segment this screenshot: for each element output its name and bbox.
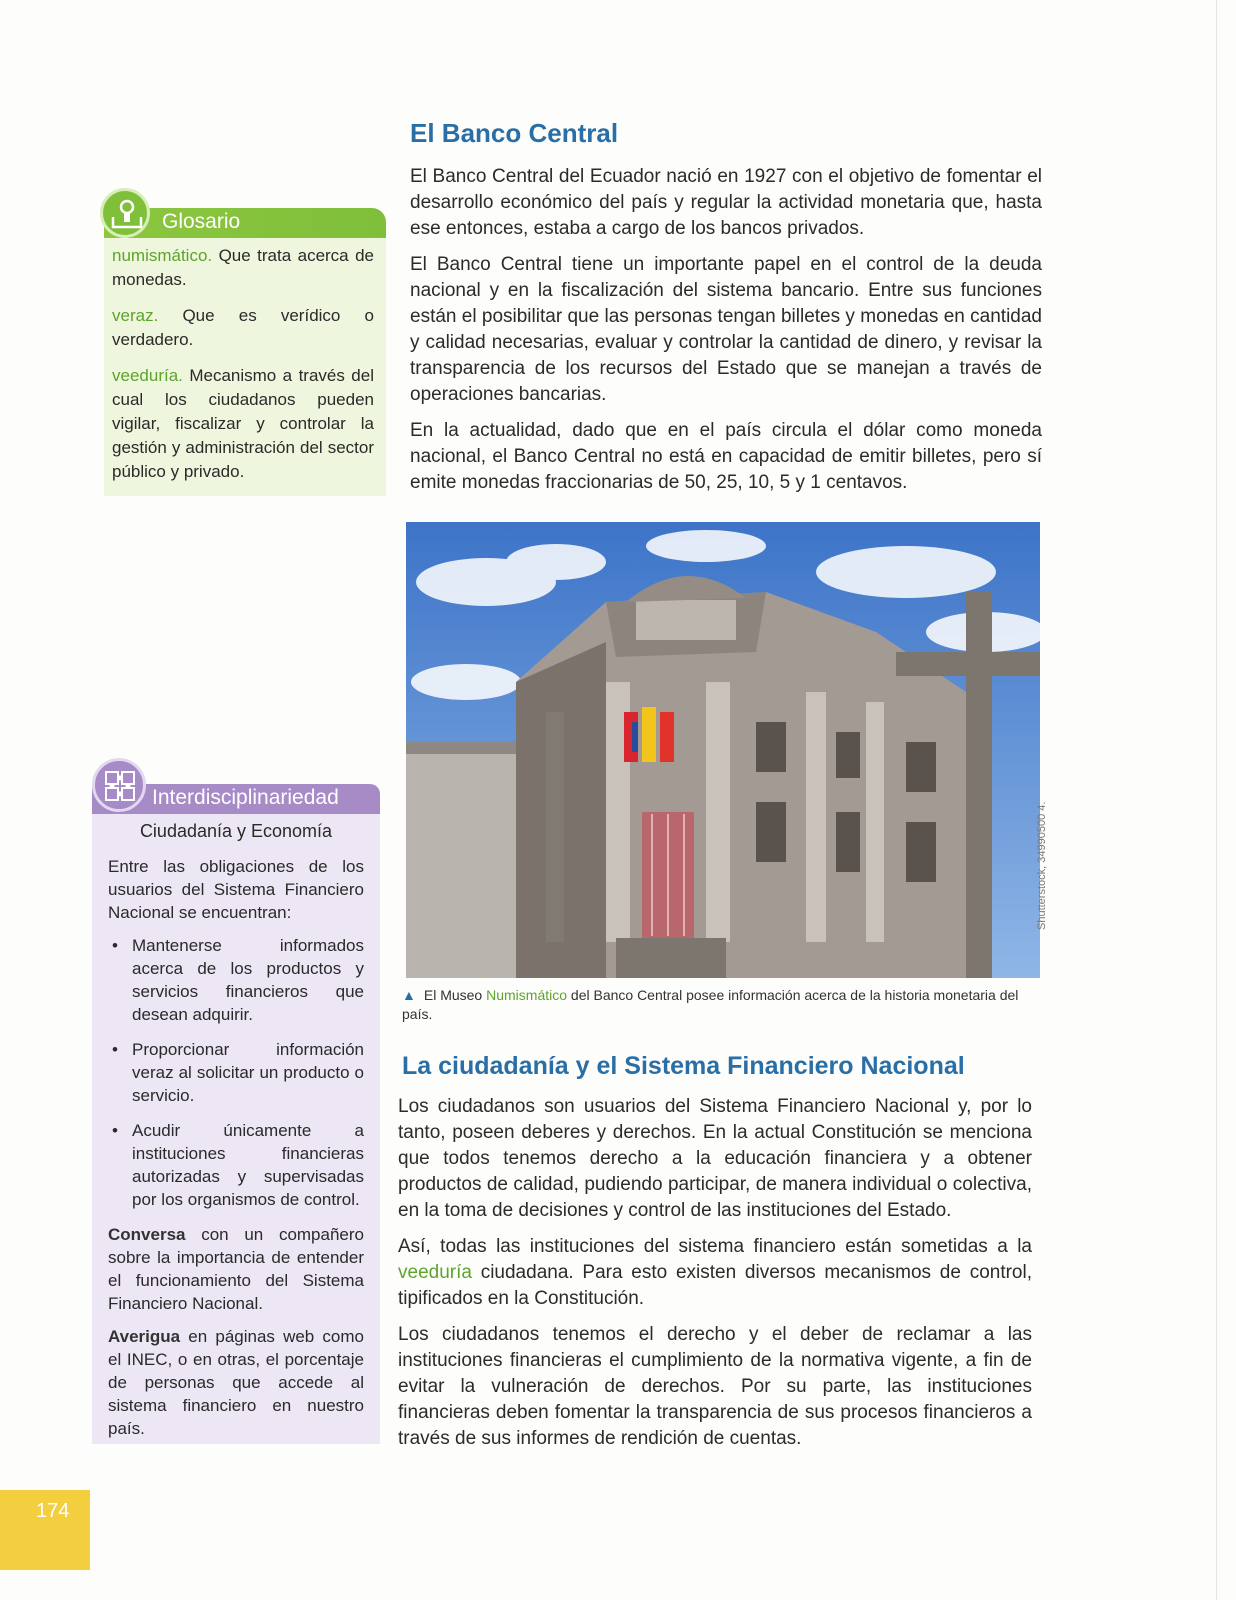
paragraph-text: Así, todas las instituciones del sistema financiero están sometidas a la: [398, 1236, 1032, 1257]
interdisciplinary-title: Interdisciplinariedad: [152, 786, 339, 809]
obligations-list: [108, 934, 364, 1211]
paragraph: El Banco Central tiene un importante papel en el control de la deuda nacional y en la fiscalización del sistema bancario. Entre sus funciones están el posibilitar que las personas tengan billetes y monedas en cantidad y calidad necesarias, evaluar y controlar la cantidad de dinero, y revisar la transparencia de los recursos del Estado que se manejan a través de operaciones bancarias.: [410, 254, 1042, 405]
triangle-icon: ▲: [402, 987, 416, 1003]
page-edge: [1216, 0, 1217, 1600]
glossary-definition: Que trata acerca de monedas.: [112, 246, 374, 289]
list-item: [108, 1119, 364, 1211]
caption-text: El Museo: [423, 987, 487, 1003]
caption-highlight: Numismático: [486, 987, 568, 1003]
research-activity: [108, 1325, 364, 1440]
bullet-icon: •: [112, 936, 118, 955]
paragraph: Los ciudadanos tenemos el derecho y el deber de reclamar a las instituciones financieras el cumplimiento de la normativa vigente, a fin de evitar la vulneración de derechos. Por su parte, las instituciones financieras deben fomentar la transparencia de sus procesos financieros a través de sus informes de rendición de cuentas.: [398, 1324, 1032, 1449]
photo-credit: Shutterstock, 34990500 4.: [1036, 801, 1048, 930]
bank-building-photo: [406, 522, 1040, 978]
caption-text: del Banco Central posee información acerca de la historia monetaria del país.: [402, 987, 1019, 1022]
section-heading-banco-central: El Banco Central: [410, 118, 619, 148]
glossary-term: veeduría.: [112, 366, 183, 385]
glossary-title: Glosario: [162, 210, 241, 233]
page-number-tab: [0, 1490, 90, 1570]
interdisciplinary-box: [92, 758, 380, 1444]
paragraph: En la actualidad, dado que en el país circula el dólar como moneda nacional, el Banco Central no está en capacidad de emitir billetes, pero sí emite monedas fraccionarias de 50, 25, 10, 5 y 1 centavos.: [410, 420, 1042, 493]
list-item: [108, 1038, 364, 1107]
converse-label: Conversa: [108, 1225, 186, 1244]
section-heading-ciudadania: La ciudadanía y el Sistema Financiero Nacional: [402, 1052, 965, 1080]
glossary-box: [104, 188, 386, 496]
glossary-entry: [112, 244, 374, 292]
research-label: Averigua: [108, 1327, 181, 1346]
bullet-icon: •: [112, 1040, 118, 1059]
paragraph-text: ciudadana. Para esto existen diversos mecanismos de control, tipificados en la Constitución.: [398, 1262, 1032, 1309]
list-item-text: Mantenerse informados acerca de los productos y servicios financieros que desean adquirir.: [132, 936, 364, 1024]
converse-text: con un compañero sobre la importancia de entender el funcionamiento del Sistema Financiero Nacional.: [108, 1225, 364, 1313]
list-item-text: Proporcionar información veraz al solicitar un producto o servicio.: [132, 1040, 364, 1105]
list-item-text: Acudir únicamente a instituciones financieras autorizadas y supervisadas por los organismos de control.: [132, 1121, 364, 1209]
research-text: en páginas web como el INEC, o en otras, el porcentaje de personas que accede al sistema financiero en nuestro país.: [108, 1327, 364, 1438]
glossary-term: veraz.: [112, 306, 159, 325]
list-item: [108, 934, 364, 1026]
puzzle-icon: [92, 758, 146, 812]
paragraph: El Banco Central del Ecuador nació en 1927 con el objetivo de fomentar el desarrollo económico del país y regular la actividad monetaria que, hasta ese entonces, estaba a cargo de los bancos privados.: [410, 166, 1042, 239]
photo-caption: [402, 986, 1032, 1024]
glossary-link-veeduria: veeduría: [398, 1262, 472, 1283]
bullet-icon: •: [112, 1121, 118, 1140]
section-body-ciudadania: [398, 1094, 1032, 1462]
interdisciplinary-intro: Entre las obligaciones de los usuarios del Sistema Financiero Nacional se encuentran:: [108, 857, 364, 922]
interdisciplinary-subtitle: Ciudadanía y Economía: [139, 821, 333, 841]
glossary-entry: [112, 304, 374, 352]
interdisciplinary-body: [92, 814, 380, 1444]
page-number: 174: [36, 1500, 70, 1522]
glossary-definition: Mecanismo a través del cual los ciudadanos pueden vigilar, fiscalizar y controlar la gestión y administración del sector público y privado.: [112, 366, 374, 481]
glossary-definition: Que es verídico o verdadero.: [112, 306, 374, 349]
glossary-body: [104, 238, 386, 496]
section-body-banco-central: [410, 164, 1042, 506]
paragraph: Los ciudadanos son usuarios del Sistema Financiero Nacional y, por lo tanto, poseen deberes y derechos. En la actual Constitución se menciona que todos tenemos derecho a la educación financiera y a obtener productos de calidad, pudiendo participar, de manera individual o colectiva, en la toma de decisiones y control de las instituciones del Estado.: [398, 1096, 1032, 1221]
glossary-book-icon: [100, 188, 150, 238]
paragraph: [398, 1234, 1032, 1312]
converse-activity: [108, 1223, 364, 1315]
glossary-term: numismático.: [112, 246, 213, 265]
glossary-entry: [112, 364, 374, 484]
